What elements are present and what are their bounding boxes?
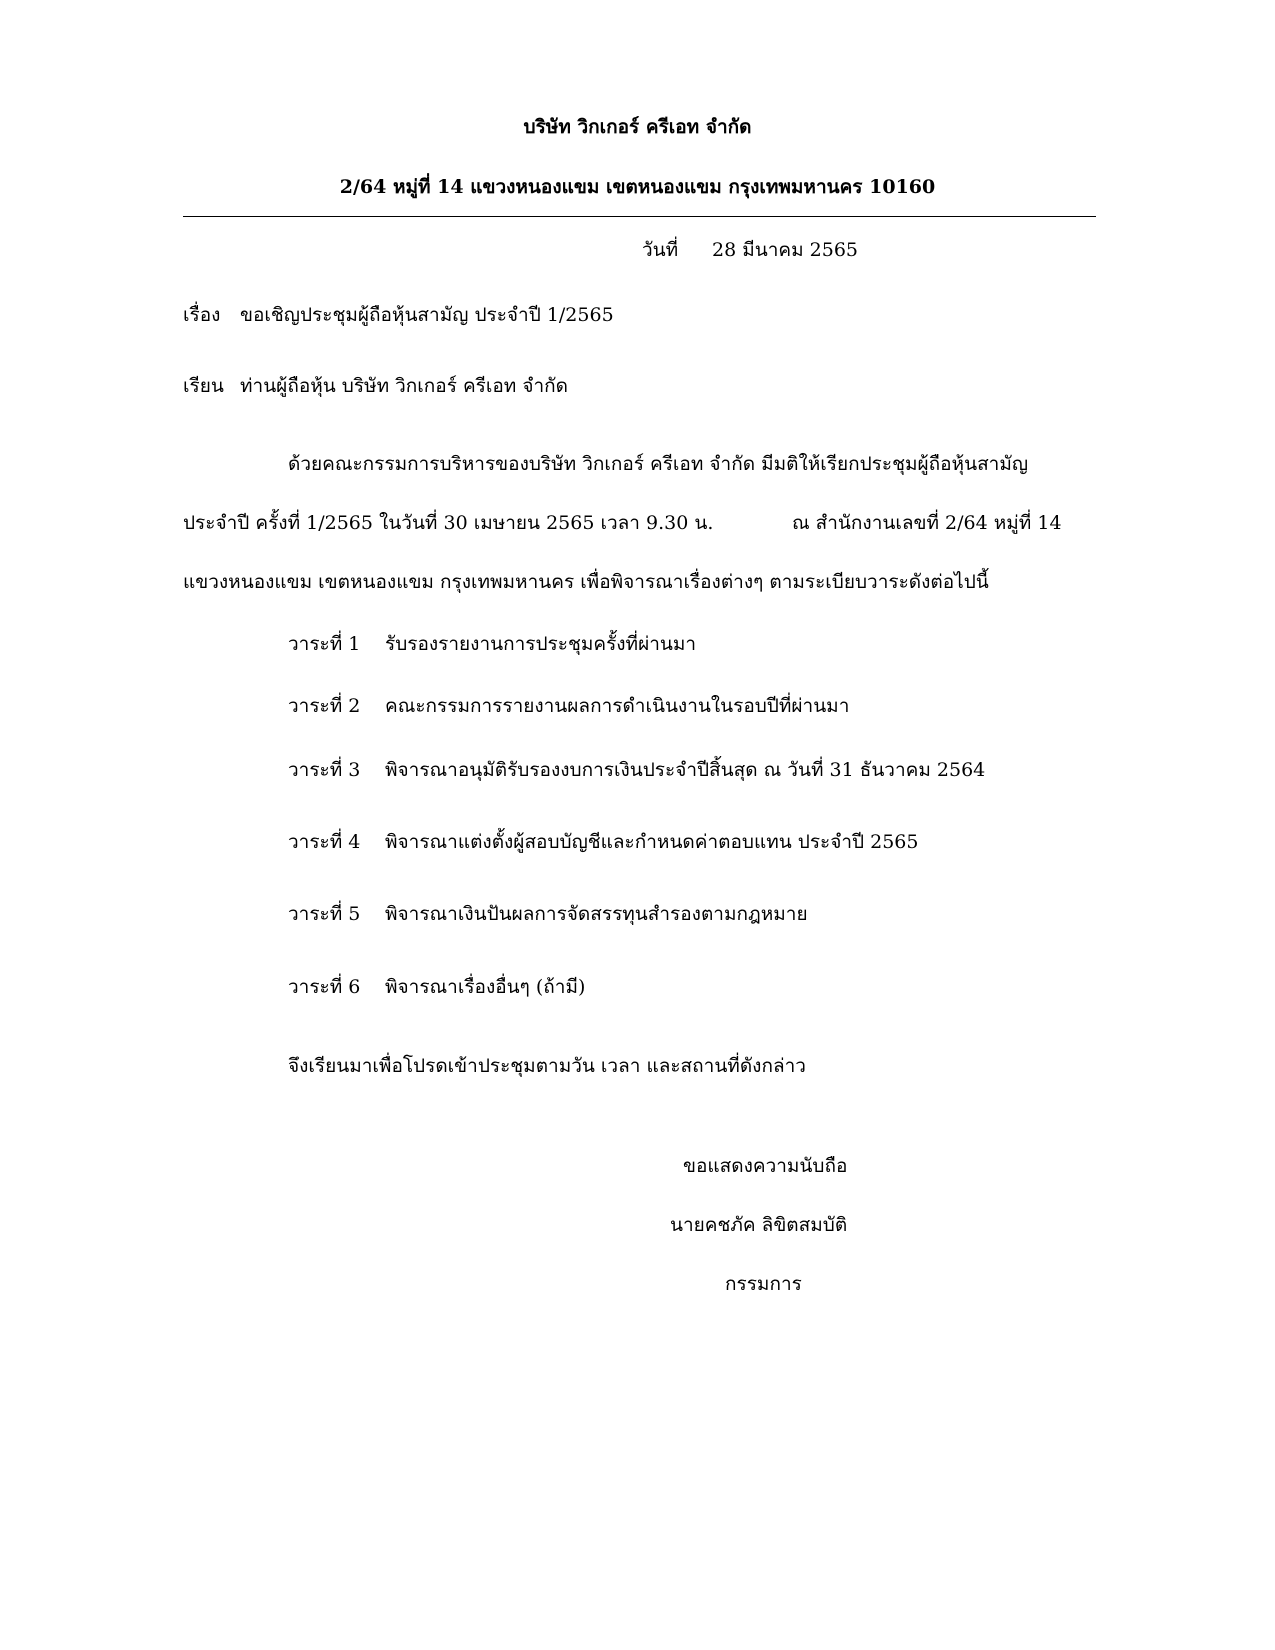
agenda-number: วาระที่ 1 xyxy=(288,633,361,655)
agenda-text: คณะกรรมการรายงานผลการดำเนินงานในรอบปีที่ผ่านมา xyxy=(385,695,850,717)
agenda-number: วาระที่ 2 xyxy=(288,695,361,717)
header-divider xyxy=(183,216,1096,217)
agenda-number: วาระที่ 6 xyxy=(288,976,361,998)
agenda-text: พิจารณาแต่งตั้งผู้สอบบัญชีและกำหนดค่าตอบแทน ประจำปี 2565 xyxy=(385,831,919,853)
body-line-2b: ณ สำนักงานเลขที่ 2/64 หมู่ที่ 14 xyxy=(792,512,1062,534)
agenda-number: วาระที่ 5 xyxy=(288,903,361,925)
agenda-text: พิจารณาเงินปันผลการจัดสรรทุนสำรองตามกฎหมาย xyxy=(385,903,808,925)
company-name: บริษัท วิกเกอร์ ครีเอท จำกัด xyxy=(523,116,752,138)
signature-title: กรรมการ xyxy=(725,1273,802,1295)
subject-label: เรื่อง xyxy=(183,304,221,326)
date-value: 28 มีนาคม 2565 xyxy=(712,239,859,261)
recipient-text: ท่านผู้ถือหุ้น บริษัท วิกเกอร์ ครีเอท จำกัด xyxy=(240,375,568,397)
agenda-text: พิจารณาอนุมัติรับรองงบการเงินประจำปีสิ้นสุด ณ วันที่ 31 ธันวาคม 2564 xyxy=(385,759,986,781)
body-line-3: แขวงหนองแขม เขตหนองแขม กรุงเทพมหานคร เพื่อพิจารณาเรื่องต่างๆ ตามระเบียบวาระดังต่อไปนี้ xyxy=(183,571,989,593)
agenda-number: วาระที่ 3 xyxy=(288,759,361,781)
agenda-text: รับรองรายงานการประชุมครั้งที่ผ่านมา xyxy=(385,633,697,655)
agenda-number: วาระที่ 4 xyxy=(288,831,361,853)
body-line-2a: ประจำปี ครั้งที่ 1/2565 ในวันที่ 30 เมษายน 2565 เวลา 9.30 น. xyxy=(183,512,714,534)
closing-sentence: จึงเรียนมาเพื่อโปรดเข้าประชุมตามวัน เวลา และสถานที่ดังกล่าว xyxy=(288,1055,806,1077)
signature-regards: ขอแสดงความนับถือ xyxy=(683,1155,848,1177)
agenda-text: พิจารณาเรื่องอื่นๆ (ถ้ามี) xyxy=(385,976,586,998)
recipient-label: เรียน xyxy=(183,375,224,397)
company-address: 2/64 หมู่ที่ 14 แขวงหนองแขม เขตหนองแขม กรุงเทพมหานคร 10160 xyxy=(339,176,936,198)
body-line-1: ด้วยคณะกรรมการบริหารของบริษัท วิกเกอร์ ครีเอท จำกัด มีมติให้เรียกประชุมผู้ถือหุ้นสามัญ xyxy=(288,453,1029,475)
subject-text: ขอเชิญประชุมผู้ถือหุ้นสามัญ ประจำปี 1/2565 xyxy=(240,304,614,326)
date-label: วันที่ xyxy=(642,239,679,261)
signature-name: นายคชภัค ลิขิตสมบัติ xyxy=(670,1214,848,1236)
